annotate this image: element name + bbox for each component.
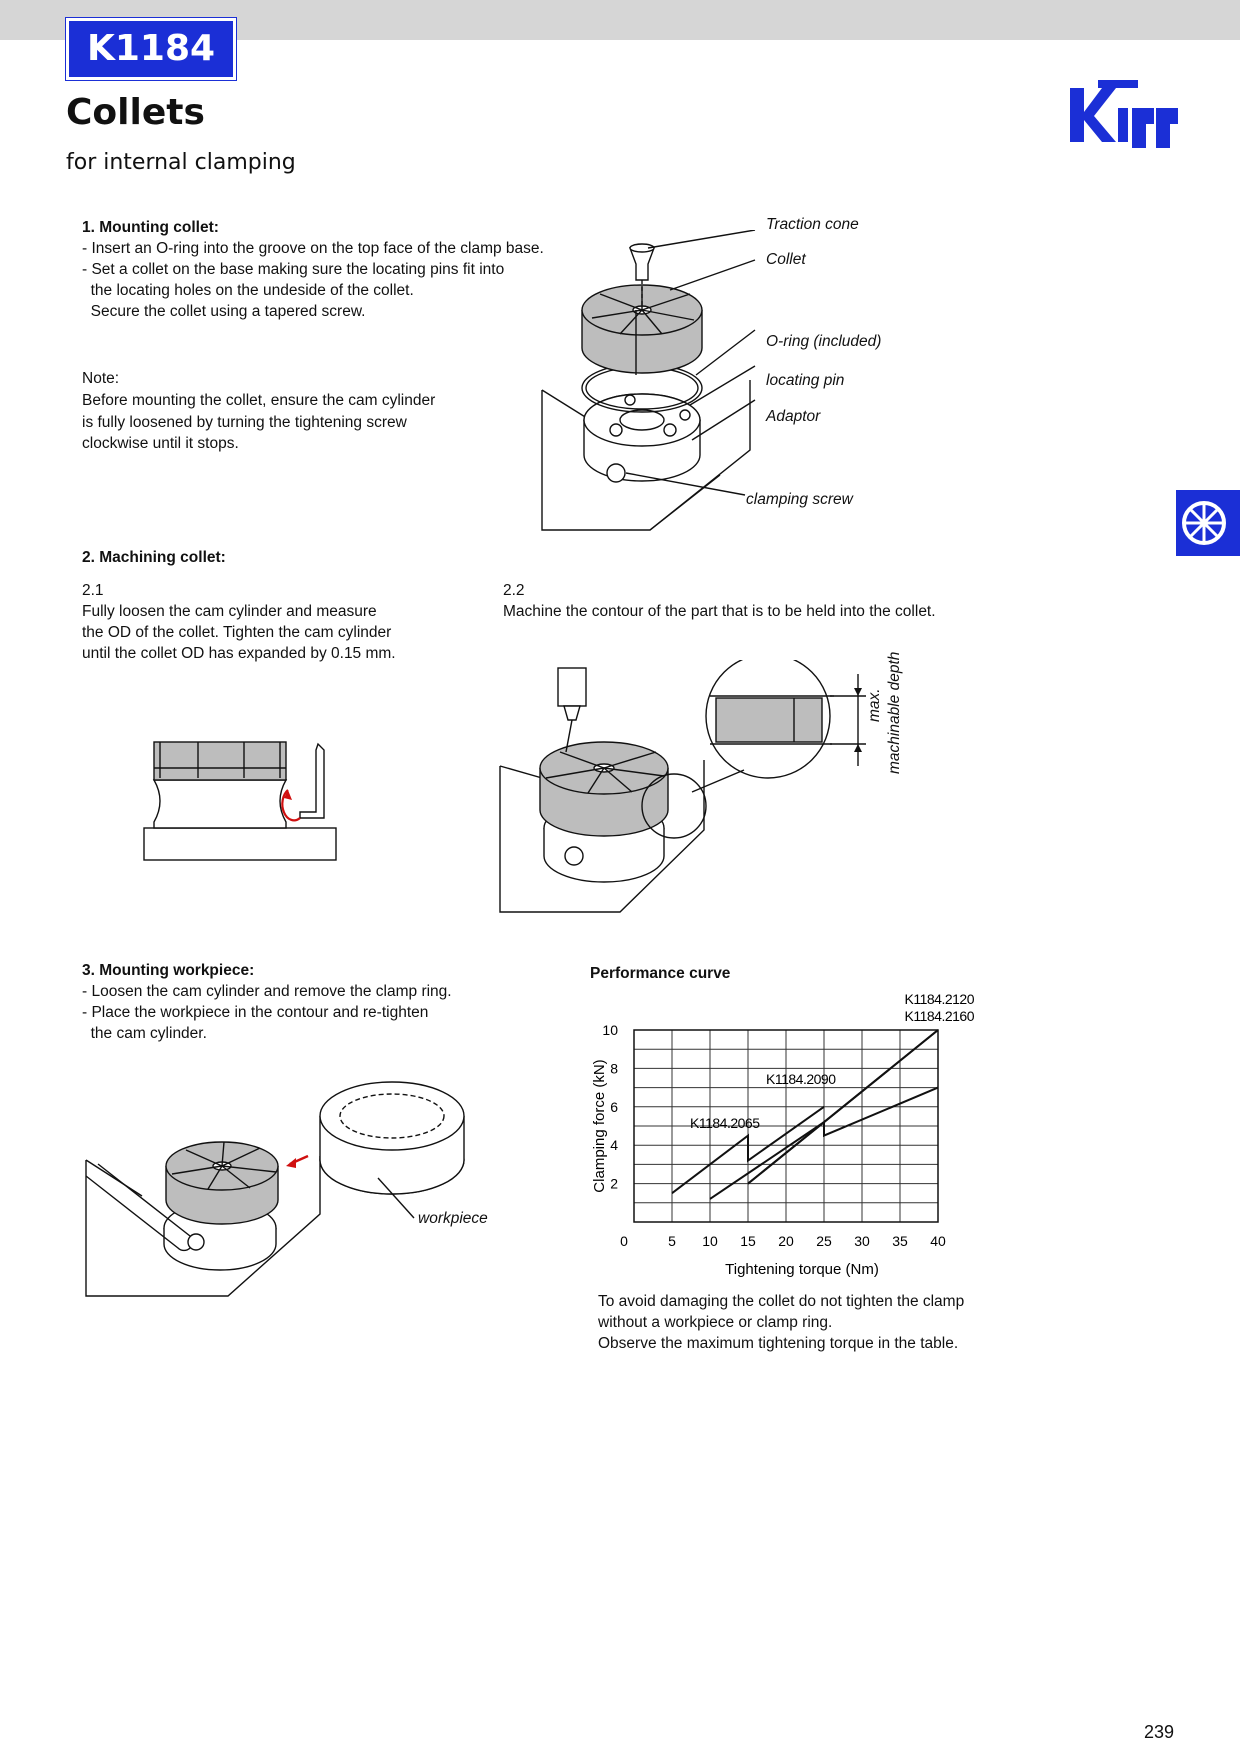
section-3-line: - Loosen the cam cylinder and remove the clamp ring. [82, 983, 452, 1000]
page-subtitle: for internal clamping [66, 150, 296, 175]
section-1-line: Secure the collet using a tapered screw. [82, 303, 366, 320]
page-title: Collets [66, 92, 205, 133]
performance-chart [580, 980, 1000, 1280]
y-tick-label: 6 [610, 1098, 618, 1115]
label-collet: Collet [766, 251, 806, 268]
machining-drawing [496, 660, 896, 916]
x-tick-label: 35 [892, 1233, 908, 1249]
label-workpiece: workpiece [418, 1210, 488, 1227]
product-code-badge: K1184 [66, 18, 236, 80]
x-axis-label: Tightening torque (Nm) [725, 1261, 879, 1278]
workpiece-mounting-drawing [82, 1076, 482, 1300]
series-label: K1184.2090 [766, 1071, 836, 1087]
note-line: is fully loosened by turning the tightening screw [82, 414, 407, 431]
section-1-line: - Set a collet on the base making sure the locating pins fit into [82, 261, 505, 278]
step-2-1-line: Fully loosen the cam cylinder and measure [82, 603, 377, 620]
step-2-2-line: Machine the contour of the part that is to be held into the collet. [503, 603, 936, 620]
label-traction-cone: Traction cone [766, 216, 859, 233]
label-locating-pin: locating pin [766, 372, 845, 389]
performance-heading: Performance curve [590, 965, 731, 982]
step-2-1-line: the OD of the collet. Tighten the cam cylinder [82, 624, 392, 641]
x-tick-label: 30 [854, 1233, 870, 1249]
section-1-line: the locating holes on the undeside of the collet. [82, 282, 414, 299]
x-tick-label: 5 [668, 1233, 676, 1249]
x-tick-label: 40 [930, 1233, 946, 1249]
exploded-assembly-drawing [530, 230, 760, 532]
series-label: K1184.2120 [904, 991, 974, 1007]
kipp-logo [1068, 74, 1182, 158]
y-tick-label: 2 [610, 1175, 618, 1192]
section-2-heading: 2. Machining collet: [82, 549, 226, 566]
x-tick-label: 20 [778, 1233, 794, 1249]
step-2-2-number: 2.2 [503, 582, 525, 599]
performance-note: Observe the maximum tightening torque in the table. [598, 1335, 959, 1352]
label-clamping-screw: clamping screw [746, 491, 853, 508]
label-o-ring: O-ring (included) [766, 333, 882, 350]
y-tick-label: 10 [602, 1022, 618, 1038]
performance-note: without a workpiece or clamp ring. [598, 1314, 833, 1331]
x-tick-label: 0 [620, 1233, 628, 1249]
x-tick-label: 15 [740, 1233, 756, 1249]
note-line: clockwise until it stops. [82, 435, 239, 452]
series-label: K1184.2160 [904, 1008, 974, 1024]
page-number: 239 [1144, 1722, 1175, 1742]
step-2-1-line: until the collet OD has expanded by 0.15 mm. [82, 645, 396, 662]
y-tick-label: 8 [610, 1060, 618, 1077]
section-3-line: the cam cylinder. [82, 1025, 207, 1042]
x-tick-label: 25 [816, 1233, 832, 1249]
note-line: Before mounting the collet, ensure the cam cylinder [82, 392, 436, 409]
section-1-line: - Insert an O-ring into the groove on the top face of the clamp base. [82, 240, 544, 257]
section-3-line: - Place the workpiece in the contour and re-tighten [82, 1004, 429, 1021]
section-3-heading: 3. Mounting workpiece: [82, 962, 255, 979]
note-label: Note: [82, 370, 120, 387]
category-tab[interactable] [1176, 490, 1240, 556]
x-tick-label: 10 [702, 1233, 718, 1249]
label-machinable-depth: machinable depth [886, 651, 903, 774]
y-tick-label: 4 [610, 1137, 618, 1154]
wheel-icon [1176, 490, 1240, 556]
label-adaptor: Adaptor [766, 408, 821, 425]
side-view-hex-key-drawing [140, 738, 340, 863]
section-1-heading: 1. Mounting collet: [82, 219, 219, 236]
step-2-1-number: 2.1 [82, 582, 104, 599]
performance-note: To avoid damaging the collet do not tighten the clamp [598, 1293, 965, 1310]
series-label: K1184.2065 [690, 1115, 760, 1131]
y-axis-label: Clamping force (kN) [591, 1059, 608, 1193]
label-max: max. [866, 688, 883, 722]
